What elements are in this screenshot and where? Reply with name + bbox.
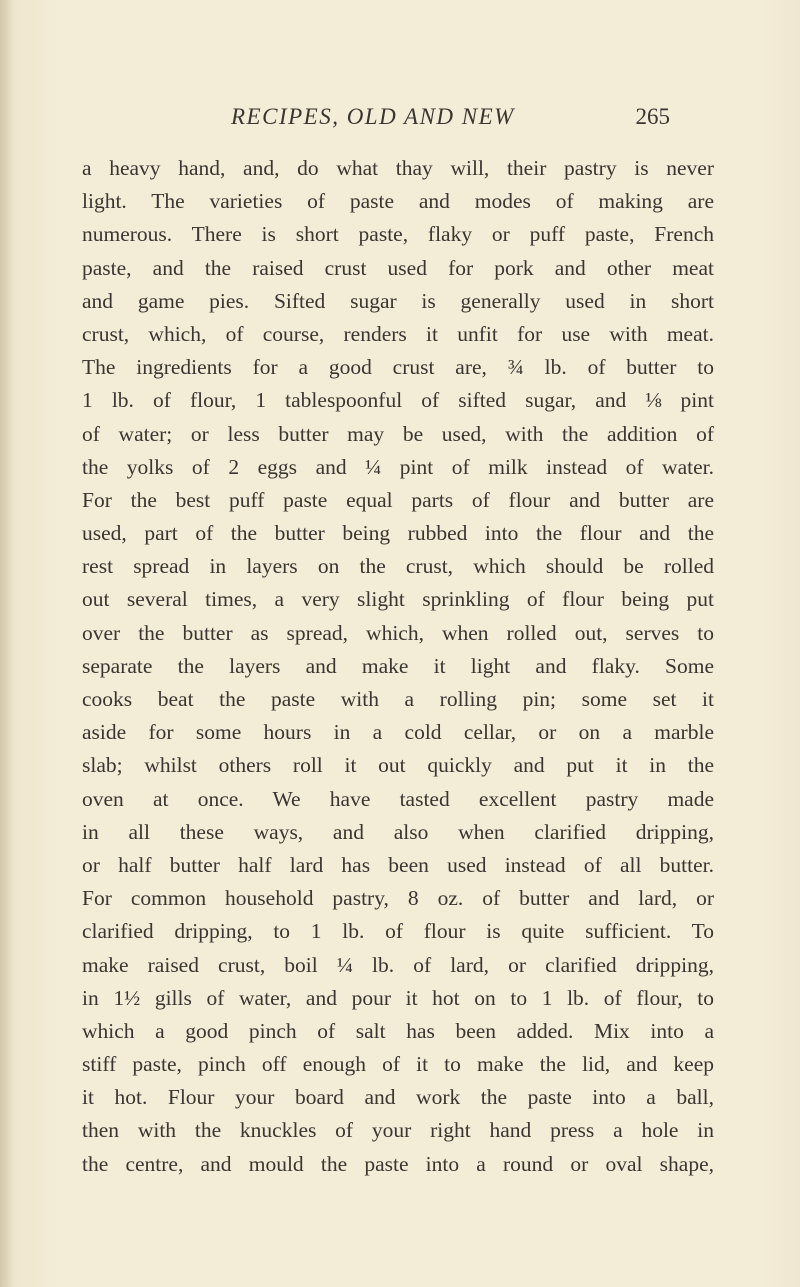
- text-line: rest spread in layers on the crust, which should be rolled: [82, 554, 714, 579]
- text-line: oven at once. We have tasted excellent pastry made: [82, 786, 714, 811]
- spine-shadow: [0, 0, 14, 1287]
- body-text: [82, 152, 714, 1181]
- text-line: used, part of the butter being rubbed into the flour and the: [82, 521, 714, 546]
- text-line: crust, which, of course, renders it unfit for use with meat.: [82, 321, 714, 346]
- text-line: For the best puff paste equal parts of flour and butter are: [82, 487, 714, 512]
- text-line: which a good pinch of salt has been added. Mix into a: [82, 1018, 714, 1043]
- text-line: paste, and the raised crust used for pork and other meat: [82, 255, 714, 280]
- running-head-title: RECIPES, OLD AND NEW: [231, 104, 515, 129]
- text-line: cooks beat the paste with a rolling pin; some set it: [82, 687, 714, 711]
- text-line: it hot. Flour your board and work the paste into a ball,: [82, 1085, 714, 1110]
- text-line: then with the knuckles of your right hand press a hole in: [82, 1118, 714, 1143]
- text-line: and game pies. Sifted sugar is generally used in short: [82, 288, 714, 313]
- text-line: in all these ways, and also when clarified dripping,: [82, 819, 714, 844]
- text-line: of water; or less butter may be used, with the addition of: [82, 421, 714, 446]
- text-line: make raised crust, boil ¼ lb. of lard, or clarified dripping,: [82, 952, 714, 977]
- text-line: The ingredients for a good crust are, ¾ lb. of butter to: [82, 355, 714, 380]
- text-line: clarified dripping, to 1 lb. of flour is quite sufficient. To: [82, 919, 714, 944]
- text-line: over the butter as spread, which, when rolled out, serves to: [82, 620, 714, 645]
- text-line: stiff paste, pinch off enough of it to make the lid, and keep: [82, 1052, 714, 1077]
- text-line: light. The varieties of paste and modes of making are: [82, 189, 714, 214]
- text-line: out several times, a very slight sprinkling of flour being put: [82, 587, 714, 612]
- text-line: numerous. There is short paste, flaky or puff paste, French: [82, 222, 714, 247]
- text-line: in 1½ gills of water, and pour it hot on to 1 lb. of flour, to: [82, 985, 714, 1010]
- text-line: the centre, and mould the paste into a round or oval shape,: [82, 1151, 714, 1176]
- text-line: For common household pastry, 8 oz. of butter and lard, or: [82, 886, 714, 911]
- text-line: a heavy hand, and, do what thay will, their pastry is never: [82, 156, 714, 180]
- text-line: slab; whilst others roll it out quickly and put it in the: [82, 753, 714, 778]
- text-line: aside for some hours in a cold cellar, or on a marble: [82, 720, 714, 745]
- text-line: 1 lb. of flour, 1 tablespoonful of sifted sugar, and ⅛ pint: [82, 388, 714, 413]
- text-line: the yolks of 2 eggs and ¼ pint of milk instead of water.: [82, 454, 714, 479]
- text-line: separate the layers and make it light and flaky. Some: [82, 653, 714, 678]
- page-number: 265: [635, 104, 670, 129]
- text-line: or half butter half lard has been used instead of all butter.: [82, 852, 714, 877]
